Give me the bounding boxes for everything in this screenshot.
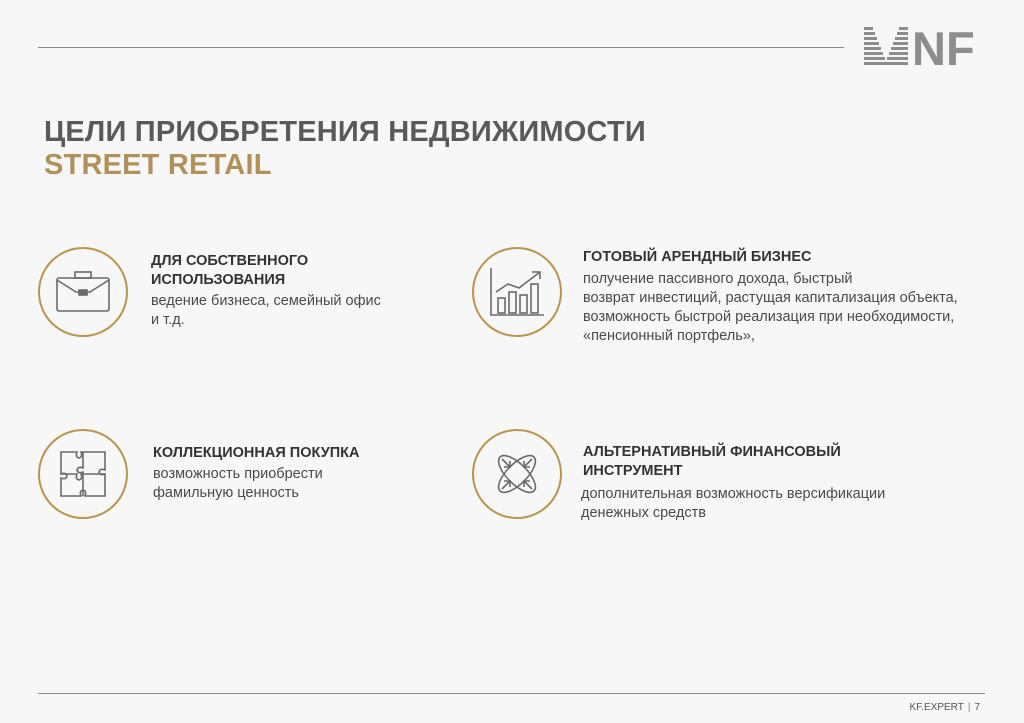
top-divider [38, 47, 844, 48]
financial-instrument-heading: АЛЬТЕРНАТИВНЫЙ ФИНАНСОВЫЙ ИНСТРУМЕНТ [583, 444, 841, 479]
growth-chart-icon [488, 266, 546, 318]
exchange-arrows-icon [490, 447, 544, 501]
financial-instrument-description: дополнительная возможность версификации денежных средств [581, 486, 886, 521]
collection-purchase-icon-circle [38, 429, 128, 519]
footer-site: KF.EXPERT [909, 702, 964, 713]
collection-purchase-heading: КОЛЛЕКЦИОННАЯ ПОКУПКА [153, 445, 360, 461]
bottom-divider [38, 693, 985, 694]
footer-separator: | [967, 702, 971, 713]
title-line-2: STREET RETAIL [44, 149, 272, 181]
company-logo [862, 23, 984, 71]
page-title [44, 116, 646, 182]
financial-instrument-icon-circle [472, 429, 562, 519]
page-footer [910, 702, 980, 713]
collection-purchase-description: возможность приобрести фамильную ценность [153, 466, 323, 501]
rental-business-heading: ГОТОВЫЙ АРЕНДНЫЙ БИЗНЕС [583, 249, 812, 265]
briefcase-icon [54, 270, 112, 314]
svg-text:NF: NF [912, 23, 975, 71]
puzzle-icon [57, 448, 109, 500]
rental-business-description: получение пассивного дохода, быстрый возврат инвестиций, растущая капитализация объекта, возможность быстрой реализация при необходимости, «пенсионный портфель», [583, 271, 958, 344]
title-line-1: ЦЕЛИ ПРИОБРЕТЕНИЯ НЕДВИЖИМОСТИ [44, 116, 646, 148]
rental-business-icon-circle [472, 247, 562, 337]
own-use-icon-circle [38, 247, 128, 337]
own-use-heading: ДЛЯ СОБСТВЕННОГО ИСПОЛЬЗОВАНИЯ [151, 253, 309, 288]
page-number: 7 [974, 702, 980, 713]
own-use-description: ведение бизнеса, семейный офис и т.д. [151, 293, 381, 328]
